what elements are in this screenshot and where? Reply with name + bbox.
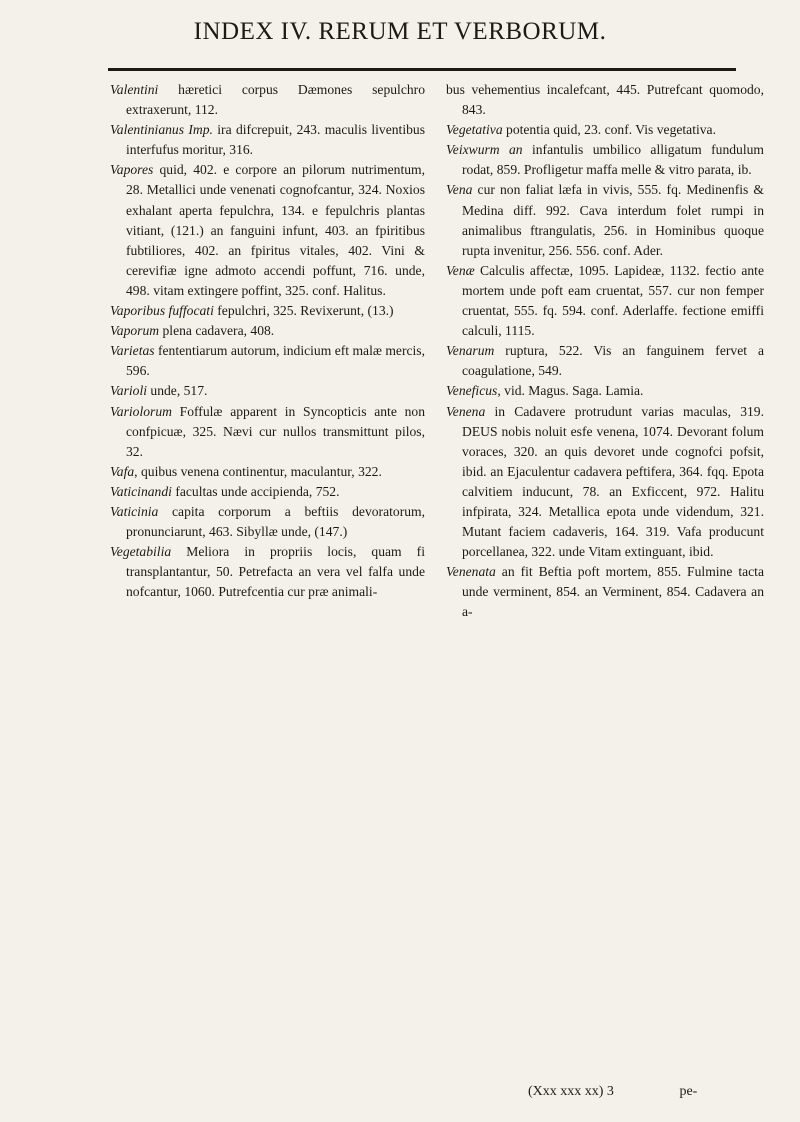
entry-term: Vafa xyxy=(110,463,135,479)
entry-text: hæretici corpus Dæmones sepulchro extraxerunt, 112. xyxy=(126,82,425,118)
header-rule xyxy=(108,68,736,71)
right-column xyxy=(446,80,764,623)
index-entry xyxy=(110,482,425,502)
entry-term: Vaporibus fuffocati xyxy=(110,303,214,319)
index-entry xyxy=(110,381,425,401)
entry-term: Varietas xyxy=(110,343,155,359)
entry-term: Venæ xyxy=(446,262,475,278)
entry-text: facultas unde accipienda, 752. xyxy=(171,483,340,499)
entry-term: Venenata xyxy=(446,564,496,580)
entry-term: Venena xyxy=(446,403,486,419)
entry-term: Vaticinandi xyxy=(110,483,172,499)
entry-text: an fit Beftia poft mortem, 855. Fulmine tacta unde verminent, 854. an Verminent, 854. Cadavera an a- xyxy=(462,564,764,620)
signature-mark: (Xxx xxx xx) 3 xyxy=(528,1084,614,1099)
index-entry xyxy=(110,321,425,341)
entry-text: potentia quid, 23. conf. Vis vegetativa. xyxy=(502,122,716,138)
entry-text: , vid. Magus. Saga. Lamia. xyxy=(497,383,644,399)
index-entry xyxy=(110,462,425,482)
entry-term: Vapores xyxy=(110,162,154,178)
index-entry xyxy=(446,120,764,140)
index-entry xyxy=(446,140,764,180)
index-entry xyxy=(110,160,425,301)
index-entry xyxy=(446,562,764,622)
index-entry xyxy=(446,341,764,381)
entry-text: cur non faliat læfa in vivis, 555. fq. Medinenfis & Medina diff. 992. Cava interdum folet rumpi in animalibus ftrangulatis, 256. in Hominibus quoque rupta invenitur, 256. 556. conf. Ader. xyxy=(462,182,764,258)
entry-text: fepulchri, 325. Revixerunt, (13.) xyxy=(213,303,394,319)
index-entry xyxy=(110,402,425,462)
entry-text: ruptura, 522. Vis an fanguinem fervet a coagulatione, 549. xyxy=(462,343,764,379)
index-entry xyxy=(110,542,425,602)
entry-text: Foffulæ apparent in Syncopticis ante non confpicuæ, 325. Nævi cur nullos transmittunt pilos, 32. xyxy=(126,403,425,459)
entry-term: Vena xyxy=(446,182,473,198)
entry-term: Vegetativa xyxy=(446,122,503,138)
entry-term: Vegetabilia xyxy=(110,544,172,560)
index-entry xyxy=(446,402,764,563)
entry-text: ira difcrepuit, 243. maculis liventibus interfufus moritur, 316. xyxy=(126,122,425,158)
index-entry xyxy=(110,80,425,120)
entry-term: Venarum xyxy=(446,343,495,359)
entry-term: Variolorum xyxy=(110,403,172,419)
entry-text: fententiarum autorum, indicium eft malæ mercis, 596. xyxy=(126,343,425,379)
page-header: INDEX IV. RERUM ET VERBORUM. xyxy=(193,18,607,45)
entry-term: Veneficus xyxy=(446,383,498,399)
left-column xyxy=(110,80,425,602)
entry-term: Veixwurm an xyxy=(446,142,523,158)
entry-text: plena cadavera, 408. xyxy=(159,323,275,339)
entry-term: Valentini xyxy=(110,82,159,97)
index-entry xyxy=(446,180,764,260)
entry-text: Calculis affectæ, 1095. Lapideæ, 1132. fectio ante mortem unde poft eam cruentat, 557. cur non femper cruentat, 555. fq. 594. conf. Aderlaffe. fectione emiffi calculi, 1115. xyxy=(462,262,764,339)
index-entry xyxy=(110,120,425,160)
entry-text: bus vehementius incalefcant, 445. Putrefcant quomodo, 843. xyxy=(446,82,764,118)
index-entry xyxy=(446,381,764,401)
entry-text: capita corporum a beftiis devoratorum, pronunciarunt, 463. Sibyllæ unde, (147.) xyxy=(126,503,425,540)
index-entry xyxy=(110,301,425,321)
entry-text: infantulis umbilico alligatum fundulum rodat, 859. Profligetur maffa melle & vitro parata, ib. xyxy=(462,142,764,178)
entry-term: Varioli xyxy=(110,383,148,399)
page-footer xyxy=(528,1084,768,1100)
index-entry xyxy=(110,502,425,542)
entry-text: unde, 517. xyxy=(147,383,208,399)
index-entry xyxy=(446,261,764,341)
entry-text: Meliora in propriis locis, quam fi transplantantur, 50. Petrefacta an vera vel falfa unde nofcantur, 1060. Putrefcentia cur præ animali- xyxy=(126,544,425,600)
index-entry xyxy=(110,341,425,381)
entry-text: quid, 402. e corpore an pilorum nutrimentum, 28. Metallici unde venenati cognofcantur, 324. Noxios exhalant aperta fepulchra, 134. e fepulchris plantas vitiant, (121.) an fanguini infunt, 403. an fpiritibus fubtiliores, 402. an fpiritus vitales, 402. Vini & cerevifiæ igne admoto accendi poffunt, 716. unde, 498. vitam extingere poffint, 325. conf. Halitus. xyxy=(126,162,425,298)
entry-term: Vaporum xyxy=(110,323,160,339)
entry-text: , quibus venena continentur, maculantur, 322. xyxy=(134,463,382,479)
index-entry xyxy=(446,80,764,120)
entry-term: Valentinianus Imp. xyxy=(110,122,213,138)
catchword: pe- xyxy=(679,1084,698,1099)
entry-term: Vaticinia xyxy=(110,503,159,519)
entry-text: in Cadavere protrudunt varias maculas, 319. DEUS nobis noluit esfe venena, 1074. Devorant folum voraces, 320. an quis devoret unde cognofci pofsit, ibid. an Ejaculentur cadavera peftifera, 364. fqq. Epota calvitiem inducunt, 78. an Exficcent, 972. Halitu infpirata, 324. Metallica epota unde videndum, 321. Mutant faciem cadaveris, 164. 319. Vafa producunt porcellanea, 322. unde Vitam extinguant, ibid. xyxy=(462,403,764,560)
